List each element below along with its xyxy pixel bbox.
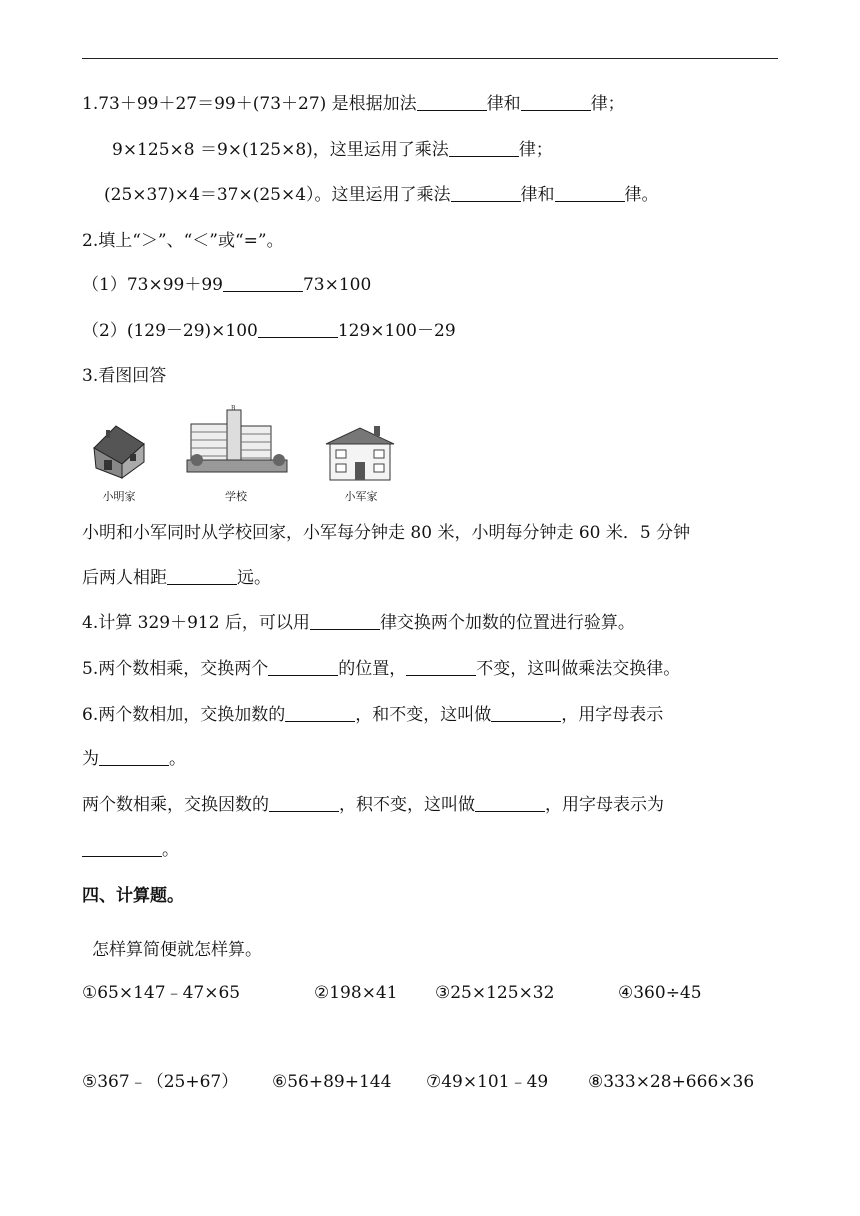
answer-blank[interactable]: [285, 705, 355, 722]
problem-2: ②198×41: [314, 983, 398, 1003]
q5-line: [82, 657, 680, 681]
answer-blank[interactable]: [82, 840, 162, 857]
house-picture-xiaoming: [86, 418, 152, 482]
label-school: 学校: [225, 490, 247, 503]
q1-text: 律和: [486, 94, 521, 114]
answer-blank[interactable]: [268, 659, 338, 676]
house-picture-xiaojun: [322, 424, 398, 482]
q6-line-2: [82, 747, 186, 771]
label-xiaoming-home: 小明家: [102, 490, 136, 503]
header-rule: [82, 58, 778, 59]
q6-text: 两个数相乘，交换因数的: [82, 795, 269, 815]
q6-text: 为: [82, 749, 99, 769]
answer-blank[interactable]: [167, 568, 237, 585]
q4-text: 律交换两个加数的位置进行验算。: [379, 613, 635, 633]
problem-3: ③25×125×32: [435, 983, 555, 1003]
q2-text: （1）73×99＋99: [82, 275, 223, 295]
q3-title: 3.看图回答: [82, 366, 167, 386]
answer-blank[interactable]: [417, 94, 487, 111]
q6-text: 6.两个数相加，交换加数的: [82, 705, 286, 725]
q1-text: 律；: [590, 94, 625, 114]
q2-text: 129×100－29: [337, 321, 456, 341]
answer-blank[interactable]: [449, 140, 519, 157]
q5-text: 不变，这叫做乘法交换律。: [476, 659, 681, 679]
problem-6: ⑥56+89+144: [272, 1072, 392, 1092]
section-4-title: 四、计算题。: [82, 886, 184, 906]
q2-text: 73×100: [302, 275, 372, 295]
q6-text: ，和不变，这叫做: [355, 705, 492, 725]
q6-text: 。: [162, 840, 179, 860]
q1-text: (25×37)×4＝37×(25×4）。这里运用了乘法: [104, 185, 451, 205]
q2-title: 2.填上“＞”、“＜”或“=”。: [82, 231, 284, 251]
answer-blank[interactable]: [491, 705, 561, 722]
problem-7: ⑦49×101﹣49: [426, 1072, 549, 1092]
q1-text: 律；: [518, 140, 553, 160]
answer-blank[interactable]: [451, 185, 521, 202]
q1-text: 9×125×8 ＝9×(125×8)，这里运用了乘法: [112, 140, 449, 160]
q4-line: [82, 611, 635, 635]
q1-line-3: [104, 183, 659, 207]
school-picture: [185, 402, 291, 482]
q5-text: 的位置，: [338, 659, 407, 679]
q1-text: 律和: [520, 185, 555, 205]
q6-line-4: [82, 838, 179, 862]
q6-line-3: [82, 793, 664, 817]
q4-text: 4.计算 329＋912 后，可以用: [82, 613, 310, 633]
q3-text: 后两人相距: [82, 568, 167, 588]
q2-text: （2）(129－29)×100: [82, 321, 258, 341]
q1-line-1: [82, 92, 625, 116]
section-4-instruction: 怎样算简便就怎样算。: [92, 940, 262, 960]
answer-blank[interactable]: [521, 94, 591, 111]
q6-text: 。: [169, 749, 186, 769]
q2-part-2: [82, 319, 456, 343]
problem-8: ⑧333×28+666×36: [588, 1072, 755, 1092]
q6-text: ，积不变，这叫做: [339, 795, 475, 815]
label-xiaojun-home: 小军家: [344, 490, 378, 503]
problem-1: ①65×147﹣47×65: [82, 983, 241, 1003]
q3-text: 远。: [237, 568, 271, 588]
answer-blank[interactable]: [258, 321, 338, 338]
q6-line-1: [82, 703, 663, 727]
answer-blank[interactable]: [269, 795, 339, 812]
q1-line-2: [112, 138, 553, 162]
q3-text-line-1: 小明和小军同时从学校回家，小军每分钟走 80 米，小明每分钟走 60 米．5 分钟: [82, 523, 691, 543]
q1-text: 律。: [624, 185, 659, 205]
q6-text: ，用字母表示为: [545, 795, 664, 815]
answer-blank[interactable]: [475, 795, 545, 812]
problem-4: ④360÷45: [618, 983, 702, 1003]
answer-blank[interactable]: [555, 185, 625, 202]
svg-text:B: B: [231, 405, 236, 412]
answer-blank[interactable]: [99, 749, 169, 766]
q5-text: 5.两个数相乘，交换两个: [82, 659, 269, 679]
answer-blank[interactable]: [406, 659, 476, 676]
problem-5: ⑤367﹣（25+67）: [82, 1072, 239, 1092]
q2-part-1: [82, 273, 371, 297]
answer-blank[interactable]: [223, 275, 303, 292]
q6-text: ，用字母表示: [561, 705, 664, 725]
q3-text-line-2: [82, 566, 271, 590]
answer-blank[interactable]: [310, 613, 380, 630]
q1-text: 1.73＋99＋27＝99＋(73＋27) 是根据加法: [82, 94, 417, 114]
